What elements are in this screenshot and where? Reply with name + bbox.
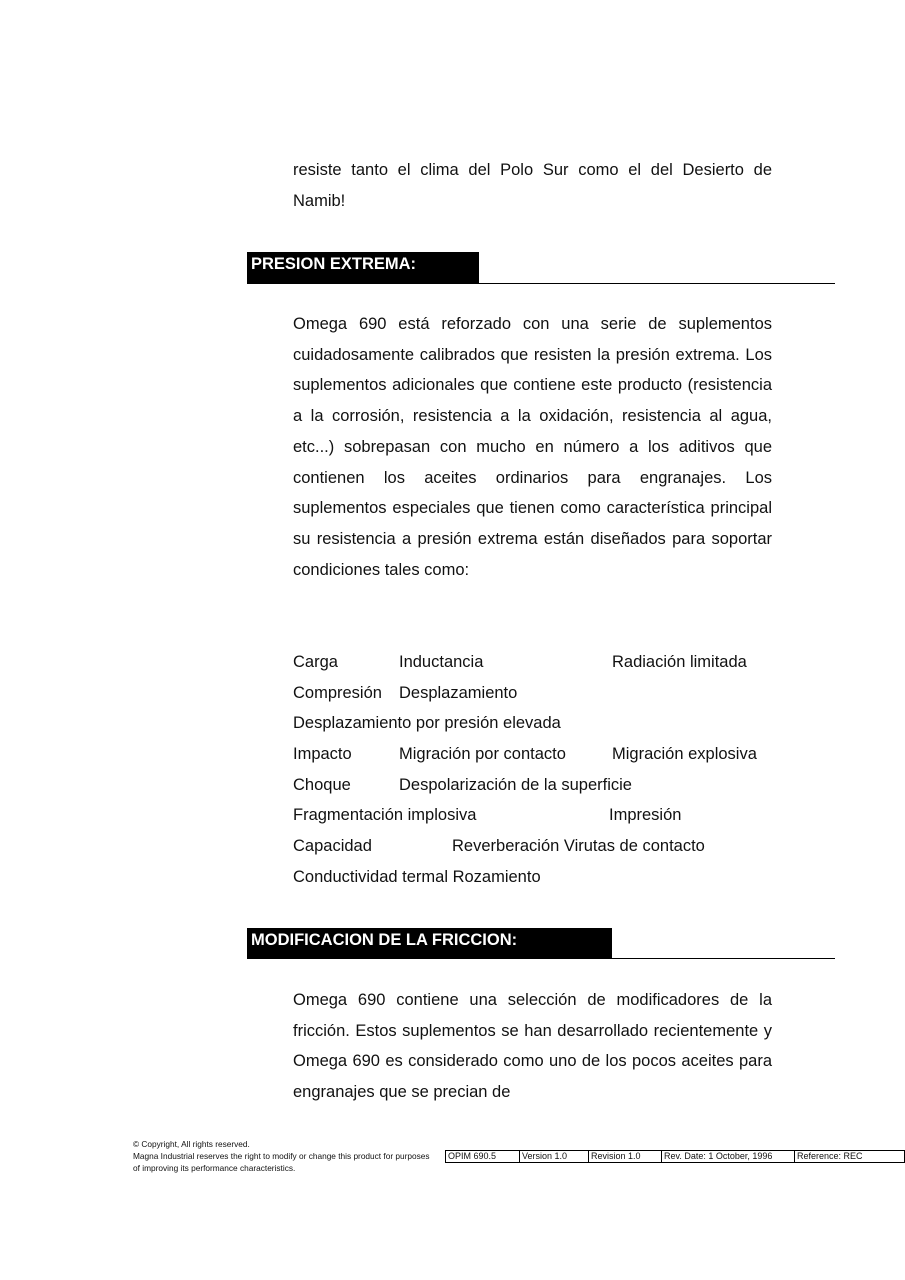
footer-notice	[133, 1138, 433, 1174]
conditions-row	[293, 647, 813, 678]
document-info-table	[445, 1150, 905, 1163]
modificacion-friccion-paragraph: Omega 690 contiene una selección de modificadores de la fricción. Estos suplementos se han desarrollado recientemente y Omega 690 es considerado como uno de los pocos aceites para engranajes que se precian de	[293, 991, 772, 1102]
reference-cell: Reference: REC	[795, 1151, 905, 1163]
condition-item: Choque	[293, 775, 351, 794]
condition-item: Migración por contacto	[399, 745, 566, 764]
condition-item: Carga	[293, 653, 338, 671]
conditions-row	[293, 770, 813, 801]
condition-item: Conductividad termal Rozamiento	[293, 867, 541, 886]
condition-item: Despolarización de la superficie	[399, 775, 632, 794]
conditions-row	[293, 739, 813, 770]
section-rule	[247, 958, 835, 959]
conditions-list	[293, 647, 813, 893]
conditions-row	[293, 678, 813, 709]
section-rule	[247, 283, 835, 284]
condition-item: Desplazamiento	[399, 683, 518, 702]
section-heading-modificacion-friccion: MODIFICACION DE LA FRICCION:	[247, 928, 612, 959]
rights-notice-text: Magna Industrial reserves the right to modify or change this product for purposes of improving its performance characteristics.	[133, 1151, 430, 1173]
conditions-row	[293, 800, 813, 831]
condition-item: Impresión	[609, 806, 682, 825]
section-heading-presion-extrema: PRESION EXTREMA:	[247, 252, 479, 283]
condition-item: Inductancia	[399, 653, 484, 671]
presion-extrema-paragraph: Omega 690 está reforzado con una serie de suplementos cuidadosamente calibrados que resisten la presión extrema. Los suplementos adicionales que contiene este producto (resistencia a la corrosión, resistencia a la oxidación, resistencia al agua, etc...) sobrepasan con mucho en número a los aditivos que contienen los aceites ordinarios para engranajes. Los suplementos especiales que tienen como característica principal su resistencia a presión extrema están diseñados para soportar condiciones tales como:	[293, 315, 772, 579]
condition-item: Migración explosiva	[612, 745, 757, 764]
condition-item: Compresión	[293, 683, 382, 702]
condition-item: Reverberación Virutas de contacto	[452, 837, 705, 856]
condition-item: Desplazamiento por presión elevada	[293, 714, 561, 733]
revision-cell: Revision 1.0	[589, 1151, 662, 1163]
condition-item: Fragmentación implosiva	[293, 806, 477, 825]
version-cell: Version 1.0	[520, 1151, 589, 1163]
rev-date-cell: Rev. Date: 1 October, 1996	[662, 1151, 795, 1163]
copyright-text: © Copyright, All rights reserved.	[133, 1139, 250, 1149]
condition-item: Capacidad	[293, 837, 372, 856]
condition-item: Radiación limitada	[612, 653, 747, 671]
conditions-row	[293, 831, 813, 862]
conditions-row	[293, 862, 813, 893]
doc-code-cell: OPIM 690.5	[446, 1151, 520, 1163]
intro-text: resiste tanto el clima del Polo Sur como el del Desierto de Namib!	[293, 161, 772, 210]
condition-item: Impacto	[293, 745, 352, 764]
conditions-row	[293, 708, 813, 739]
